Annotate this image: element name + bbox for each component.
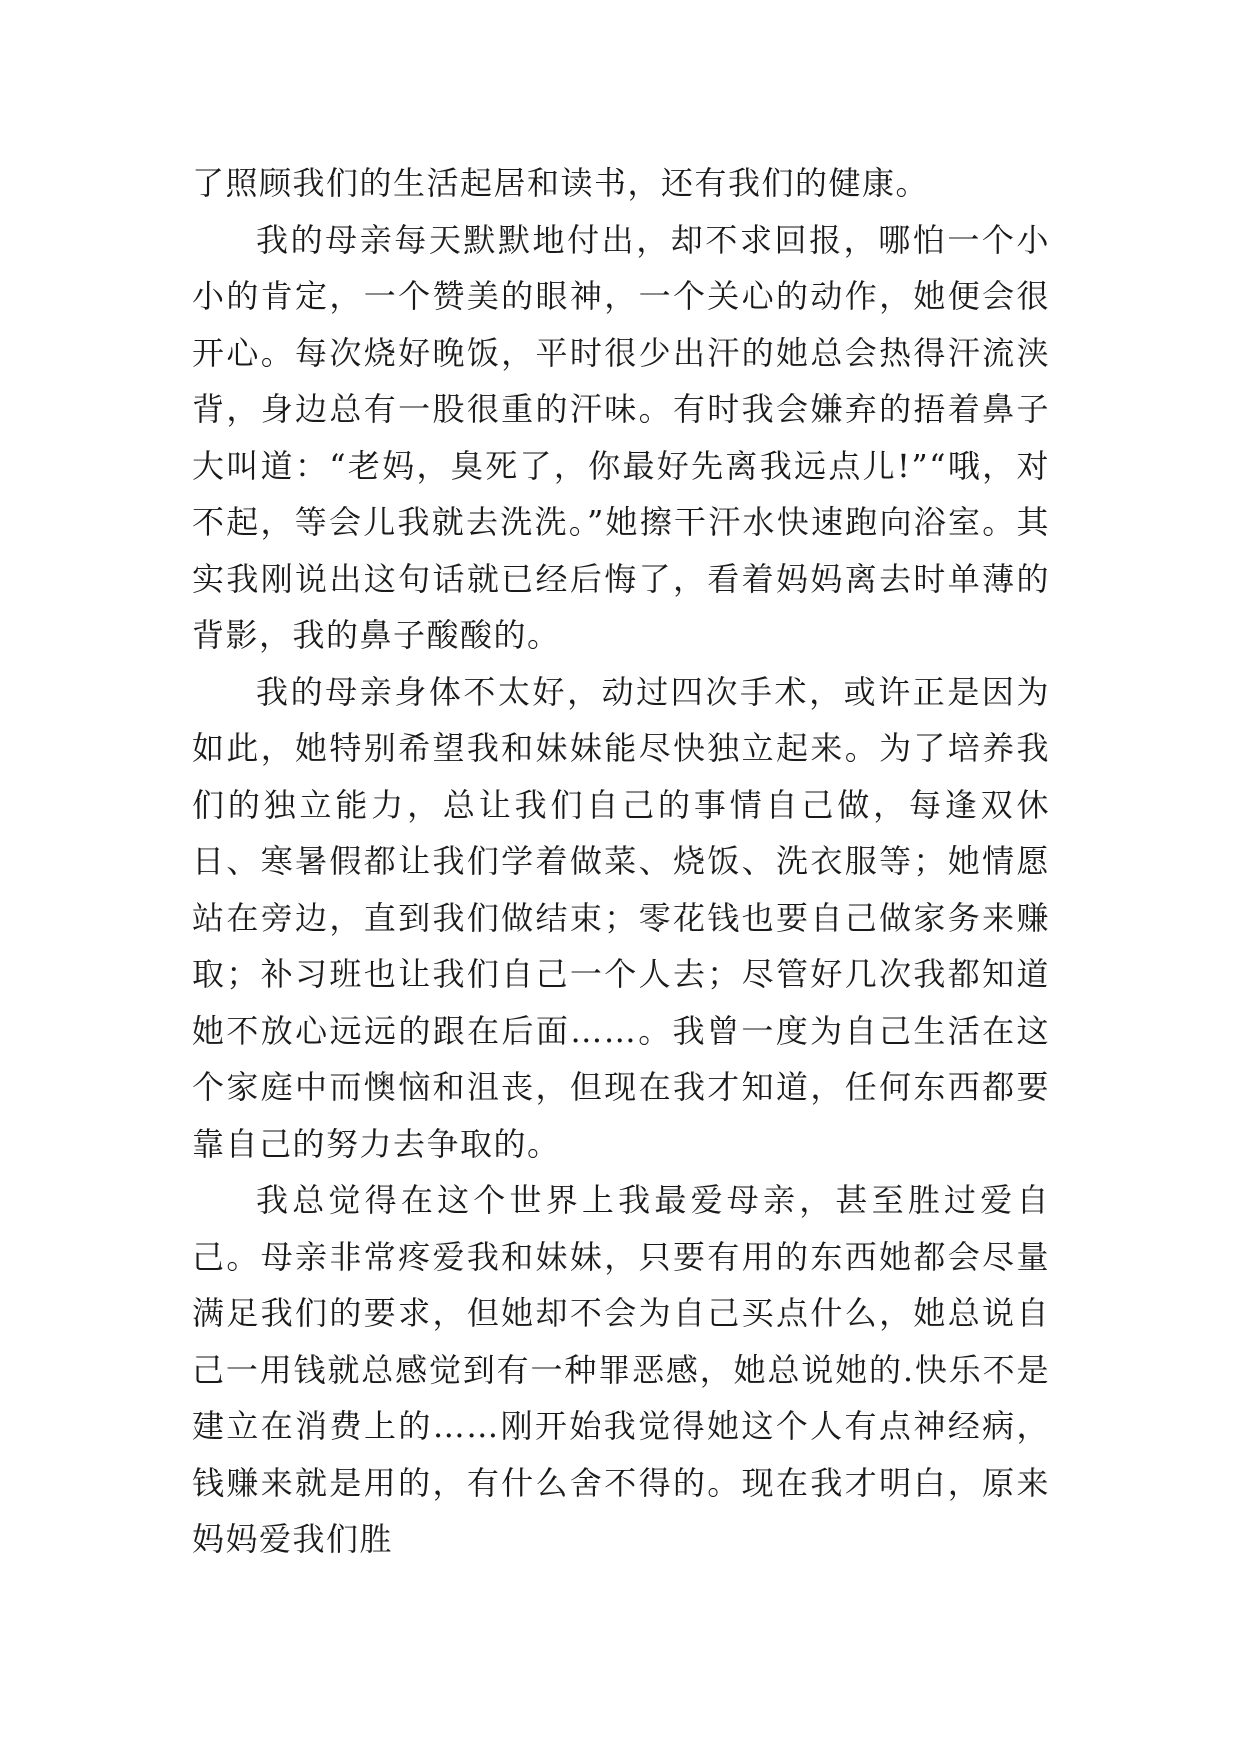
paragraph-continued: 了照顾我们的生活起居和读书，还有我们的健康。 [192,164,930,202]
paragraph-independence: 我的母亲身体不太好，动过四次手术，或许正是因为如此，她特别希望我和妹妹能尽快独立起来。为了培养我们的独立能力，总让我们自己的事情自己做，每逢双休日、寒暑假都让我们学着做菜、烧饭、洗衣服等；她情愿站在旁边，直到我们做结束；零花钱也要自己做家务来赚取；补习班也让我们自己一个人去；尽管好几次我都知道她不放心远远的跟在后面……。我曾一度为自己生活在这个家庭中而懊恼和沮丧，但现在我才知道，任何东西都要靠自己的努力去争取的。 [192,672,1050,1163]
paragraph-mother-sacrifice: 我的母亲每天默默地付出，却不求回报，哪怕一个小小的肯定，一个赞美的眼神，一个关心的动作，她便会很开心。每次烧好晚饭，平时很少出汗的她总会热得汗流浃背，身边总有一股很重的汗味。有时我会嫌弃的捂着鼻子大叫道：“老妈，臭死了，你最好先离我远点儿!”“哦，对不起，等会儿我就去洗洗。”她擦干汗水快速跑向浴室。其实我刚说出这句话就已经后悔了，看着妈妈离去时单薄的背影，我的鼻子酸酸的。 [192,220,1050,654]
paragraph-love-mother: 我总觉得在这个世界上我最爱母亲，甚至胜过爱自己。母亲非常疼爱我和妹妹，只要有用的东西她都会尽量满足我们的要求，但她却不会为自己买点什么，她总说自己一用钱就总感觉到有一种罪恶感，她总说她的.快乐不是建立在消费上的……刚开始我觉得她这个人有点神经病，钱赚来就是用的，有什么舍不得的。现在我才明白，原来妈妈爱我们胜 [192,1181,1050,1558]
essay-body [192,155,1050,1568]
